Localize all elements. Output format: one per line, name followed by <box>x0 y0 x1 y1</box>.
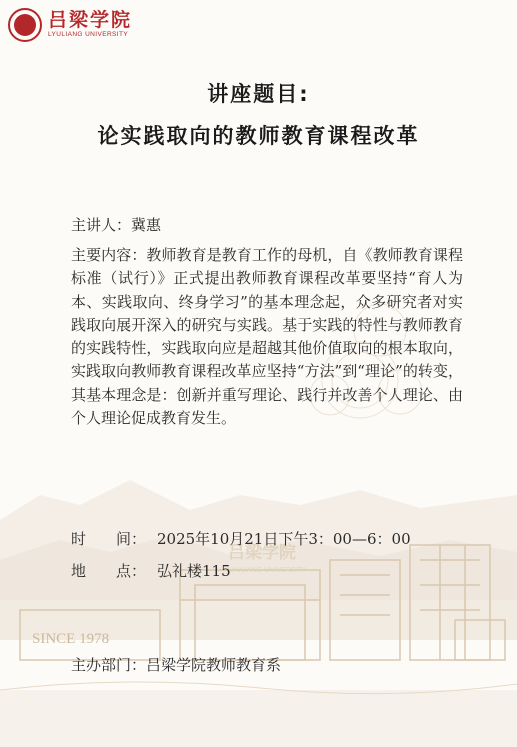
school-name-en: LYULIANG UNIVERSITY <box>48 31 129 39</box>
seal-center-icon <box>14 14 36 36</box>
place-label: 地 点： <box>71 562 147 580</box>
school-header <box>8 8 132 42</box>
lecture-title: 论实践取向的教师教育课程改革 <box>97 124 420 148</box>
school-name-cn: 吕梁学院 <box>48 9 133 32</box>
place-row <box>71 560 231 581</box>
organizer: 主办部门：吕梁学院教师教育系 <box>71 656 282 674</box>
school-name-watermark: 吕梁学院 <box>228 543 296 563</box>
lecture-title-label: 讲座题目: <box>207 82 310 106</box>
since-watermark: SINCE 1978 <box>32 631 110 647</box>
time-label: 时 间： <box>71 530 147 548</box>
speaker: 主讲人：冀惠 <box>71 216 162 234</box>
school-name-en-watermark: LYULIANG UNIVERSITY <box>228 567 307 574</box>
time-row <box>71 528 411 549</box>
school-seal-logo <box>8 8 42 42</box>
lecture-content: 主要内容：教师教育是教育工作的母机，自《教师教育课程标准（试行）》正式提出教师教育课程改革要坚持“育人为本、实践取向、终身学习”的基本理念起，众多研究者对实践取向展开深入的研究与实践。基于实践的特性与教师教育的实践特性，实践取向应是超越其他价值取向的根本取向，实践取向教师教育课程改革应坚持“方法”到“理论”的转变，其基本理念是：创新并重写理论、践行并改善个人理论、由个人理论促成教育发生。 <box>71 246 463 428</box>
school-brand <box>48 11 132 39</box>
time-value: 2025年10月21日下午3：00—6：00 <box>157 530 411 548</box>
place-value: 弘礼楼115 <box>157 562 231 580</box>
